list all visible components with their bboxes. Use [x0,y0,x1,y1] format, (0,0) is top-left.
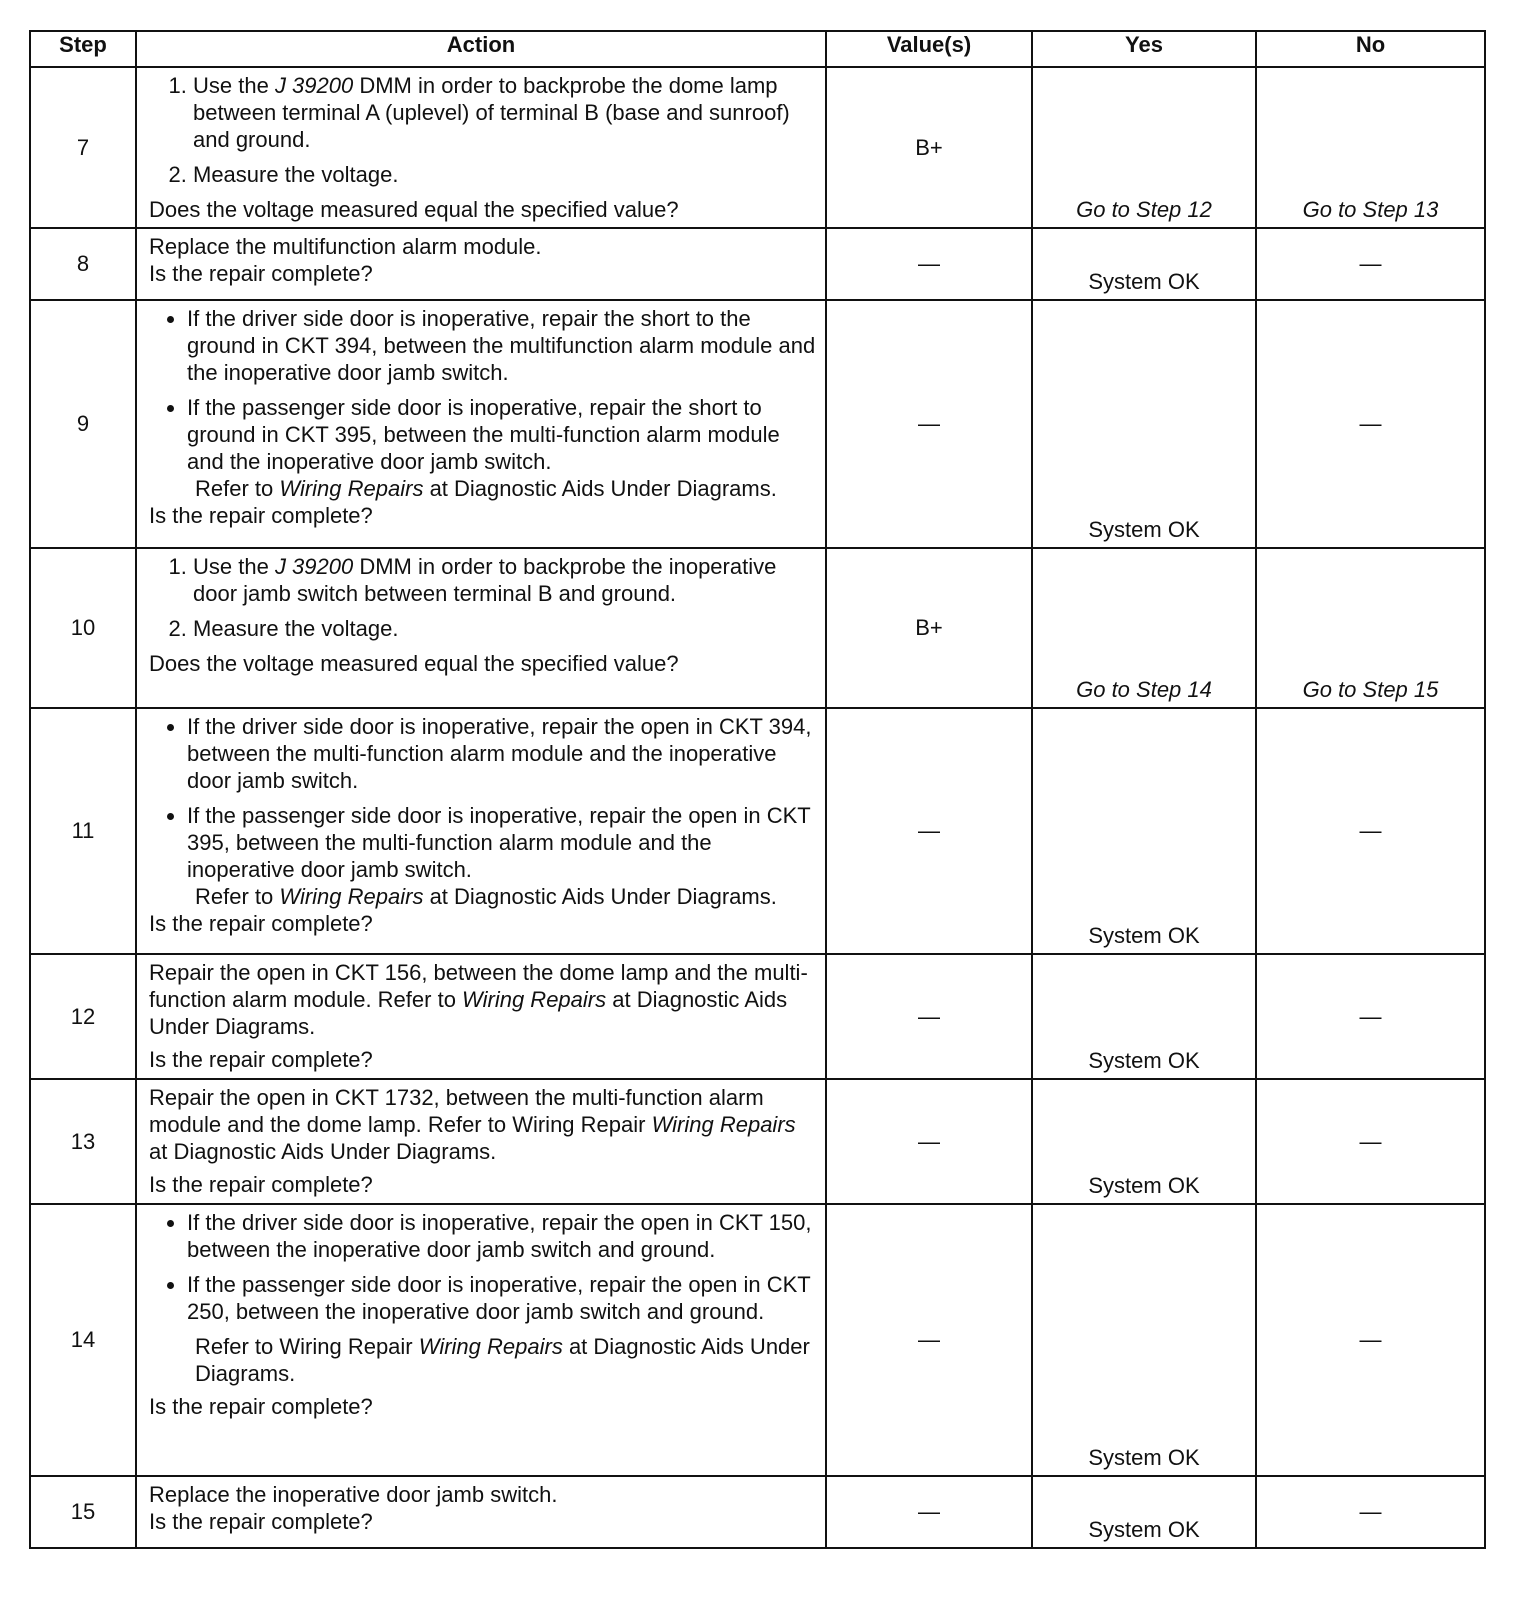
diagnostic-table [29,30,1486,1549]
value-cell: — [826,708,1032,954]
action-item: 1. Use the J 39200 DMM in order to backprobe the inoperative door jamb switch between terminal B and ground. [193,553,817,607]
table-row [30,1079,1485,1204]
action-question: Is the repair complete? [149,1509,373,1534]
step-number: 15 [30,1476,136,1548]
action-cell [136,1476,826,1548]
table-row [30,954,1485,1079]
action-text: Repair the open in CKT 1732, between the multi-function alarm module and the dome lamp. Refer to Wiring Repair Wiring Repairs at Diagnostic Aids Under Diagrams. [149,1085,796,1164]
yes-cell: System OK [1032,228,1256,300]
no-cell: Go to Step 13 [1256,67,1485,228]
header-row [30,31,1485,67]
action-question: Is the repair complete? [149,503,373,528]
yes-cell: System OK [1032,300,1256,548]
action-question: Is the repair complete? [149,1172,373,1197]
action-question: Does the voltage measured equal the specified value? [149,651,679,676]
yes-cell: System OK [1032,1204,1256,1476]
action-item: 2. Measure the voltage. [193,161,817,188]
action-cell [136,1204,826,1476]
header-no: No [1256,31,1485,67]
action-cell [136,1079,826,1204]
action-cell [136,548,826,708]
no-cell: — [1256,1079,1485,1204]
step-number: 9 [30,300,136,548]
action-text: Repair the open in CKT 156, between the dome lamp and the multi-function alarm module. Refer to Wiring Repairs at Diagnostic Aids Under Diagrams. [149,960,808,1039]
value-cell: — [826,954,1032,1079]
action-item: • If the passenger side door is inoperative, repair the short to ground in CKT 395, between the multi-function alarm module and the inoperative door jamb switch. [187,394,817,475]
header-action: Action [136,31,826,67]
table-row [30,1476,1485,1548]
action-question: Does the voltage measured equal the specified value? [149,197,679,222]
value-cell: — [826,1204,1032,1476]
yes-cell: System OK [1032,954,1256,1079]
value-cell: B+ [826,67,1032,228]
action-text: Replace the multifunction alarm module. [149,234,542,259]
value-cell: — [826,228,1032,300]
table-row [30,1204,1485,1476]
yes-cell: System OK [1032,1079,1256,1204]
no-cell: — [1256,1204,1485,1476]
action-item: 2. Measure the voltage. [193,615,817,642]
table-row [30,67,1485,228]
no-cell: — [1256,1476,1485,1548]
step-number: 8 [30,228,136,300]
no-cell: — [1256,228,1485,300]
no-cell: — [1256,708,1485,954]
action-reference: Refer to Wiring Repairs at Diagnostic Aids Under Diagrams. [195,476,777,501]
no-cell: — [1256,300,1485,548]
action-reference: Refer to Wiring Repairs at Diagnostic Aids Under Diagrams. [195,884,777,909]
step-number: 11 [30,708,136,954]
action-question: Is the repair complete? [149,911,373,936]
action-cell [136,300,826,548]
action-cell [136,954,826,1079]
value-cell: — [826,1079,1032,1204]
value-cell: — [826,1476,1032,1548]
no-cell: Go to Step 15 [1256,548,1485,708]
action-item: 1. Use the J 39200 DMM in order to backprobe the dome lamp between terminal A (uplevel) of terminal B (base and sunroof) and ground. [193,72,817,153]
header-yes: Yes [1032,31,1256,67]
action-cell [136,67,826,228]
header-value: Value(s) [826,31,1032,67]
step-number: 10 [30,548,136,708]
yes-cell: System OK [1032,1476,1256,1548]
no-cell: — [1256,954,1485,1079]
yes-cell: Go to Step 12 [1032,67,1256,228]
action-reference: Refer to Wiring Repair Wiring Repairs at Diagnostic Aids Under Diagrams. [195,1334,810,1386]
action-item: • If the passenger side door is inoperative, repair the open in CKT 395, between the multi-function alarm module and the inoperative door jamb switch. [187,802,817,883]
action-item: • If the driver side door is inoperative, repair the open in CKT 150, between the inoperative door jamb switch and ground. [187,1209,817,1263]
header-step: Step [30,31,136,67]
action-question: Is the repair complete? [149,261,373,286]
table-row [30,300,1485,548]
action-cell [136,228,826,300]
action-item: • If the driver side door is inoperative, repair the short to the ground in CKT 394, between the multifunction alarm module and the inoperative door jamb switch. [187,305,817,386]
step-number: 7 [30,67,136,228]
action-question: Is the repair complete? [149,1394,373,1419]
value-cell: B+ [826,548,1032,708]
action-item: • If the passenger side door is inoperative, repair the open in CKT 250, between the inoperative door jamb switch and ground. [187,1271,817,1325]
action-text: Replace the inoperative door jamb switch. [149,1482,558,1507]
value-cell: — [826,300,1032,548]
table-row [30,548,1485,708]
action-item: • If the driver side door is inoperative, repair the open in CKT 394, between the multi-function alarm module and the inoperative door jamb switch. [187,713,817,794]
yes-cell: Go to Step 14 [1032,548,1256,708]
step-number: 12 [30,954,136,1079]
yes-cell: System OK [1032,708,1256,954]
action-question: Is the repair complete? [149,1047,373,1072]
table-row [30,228,1485,300]
table-row [30,708,1485,954]
step-number: 14 [30,1204,136,1476]
action-cell [136,708,826,954]
step-number: 13 [30,1079,136,1204]
